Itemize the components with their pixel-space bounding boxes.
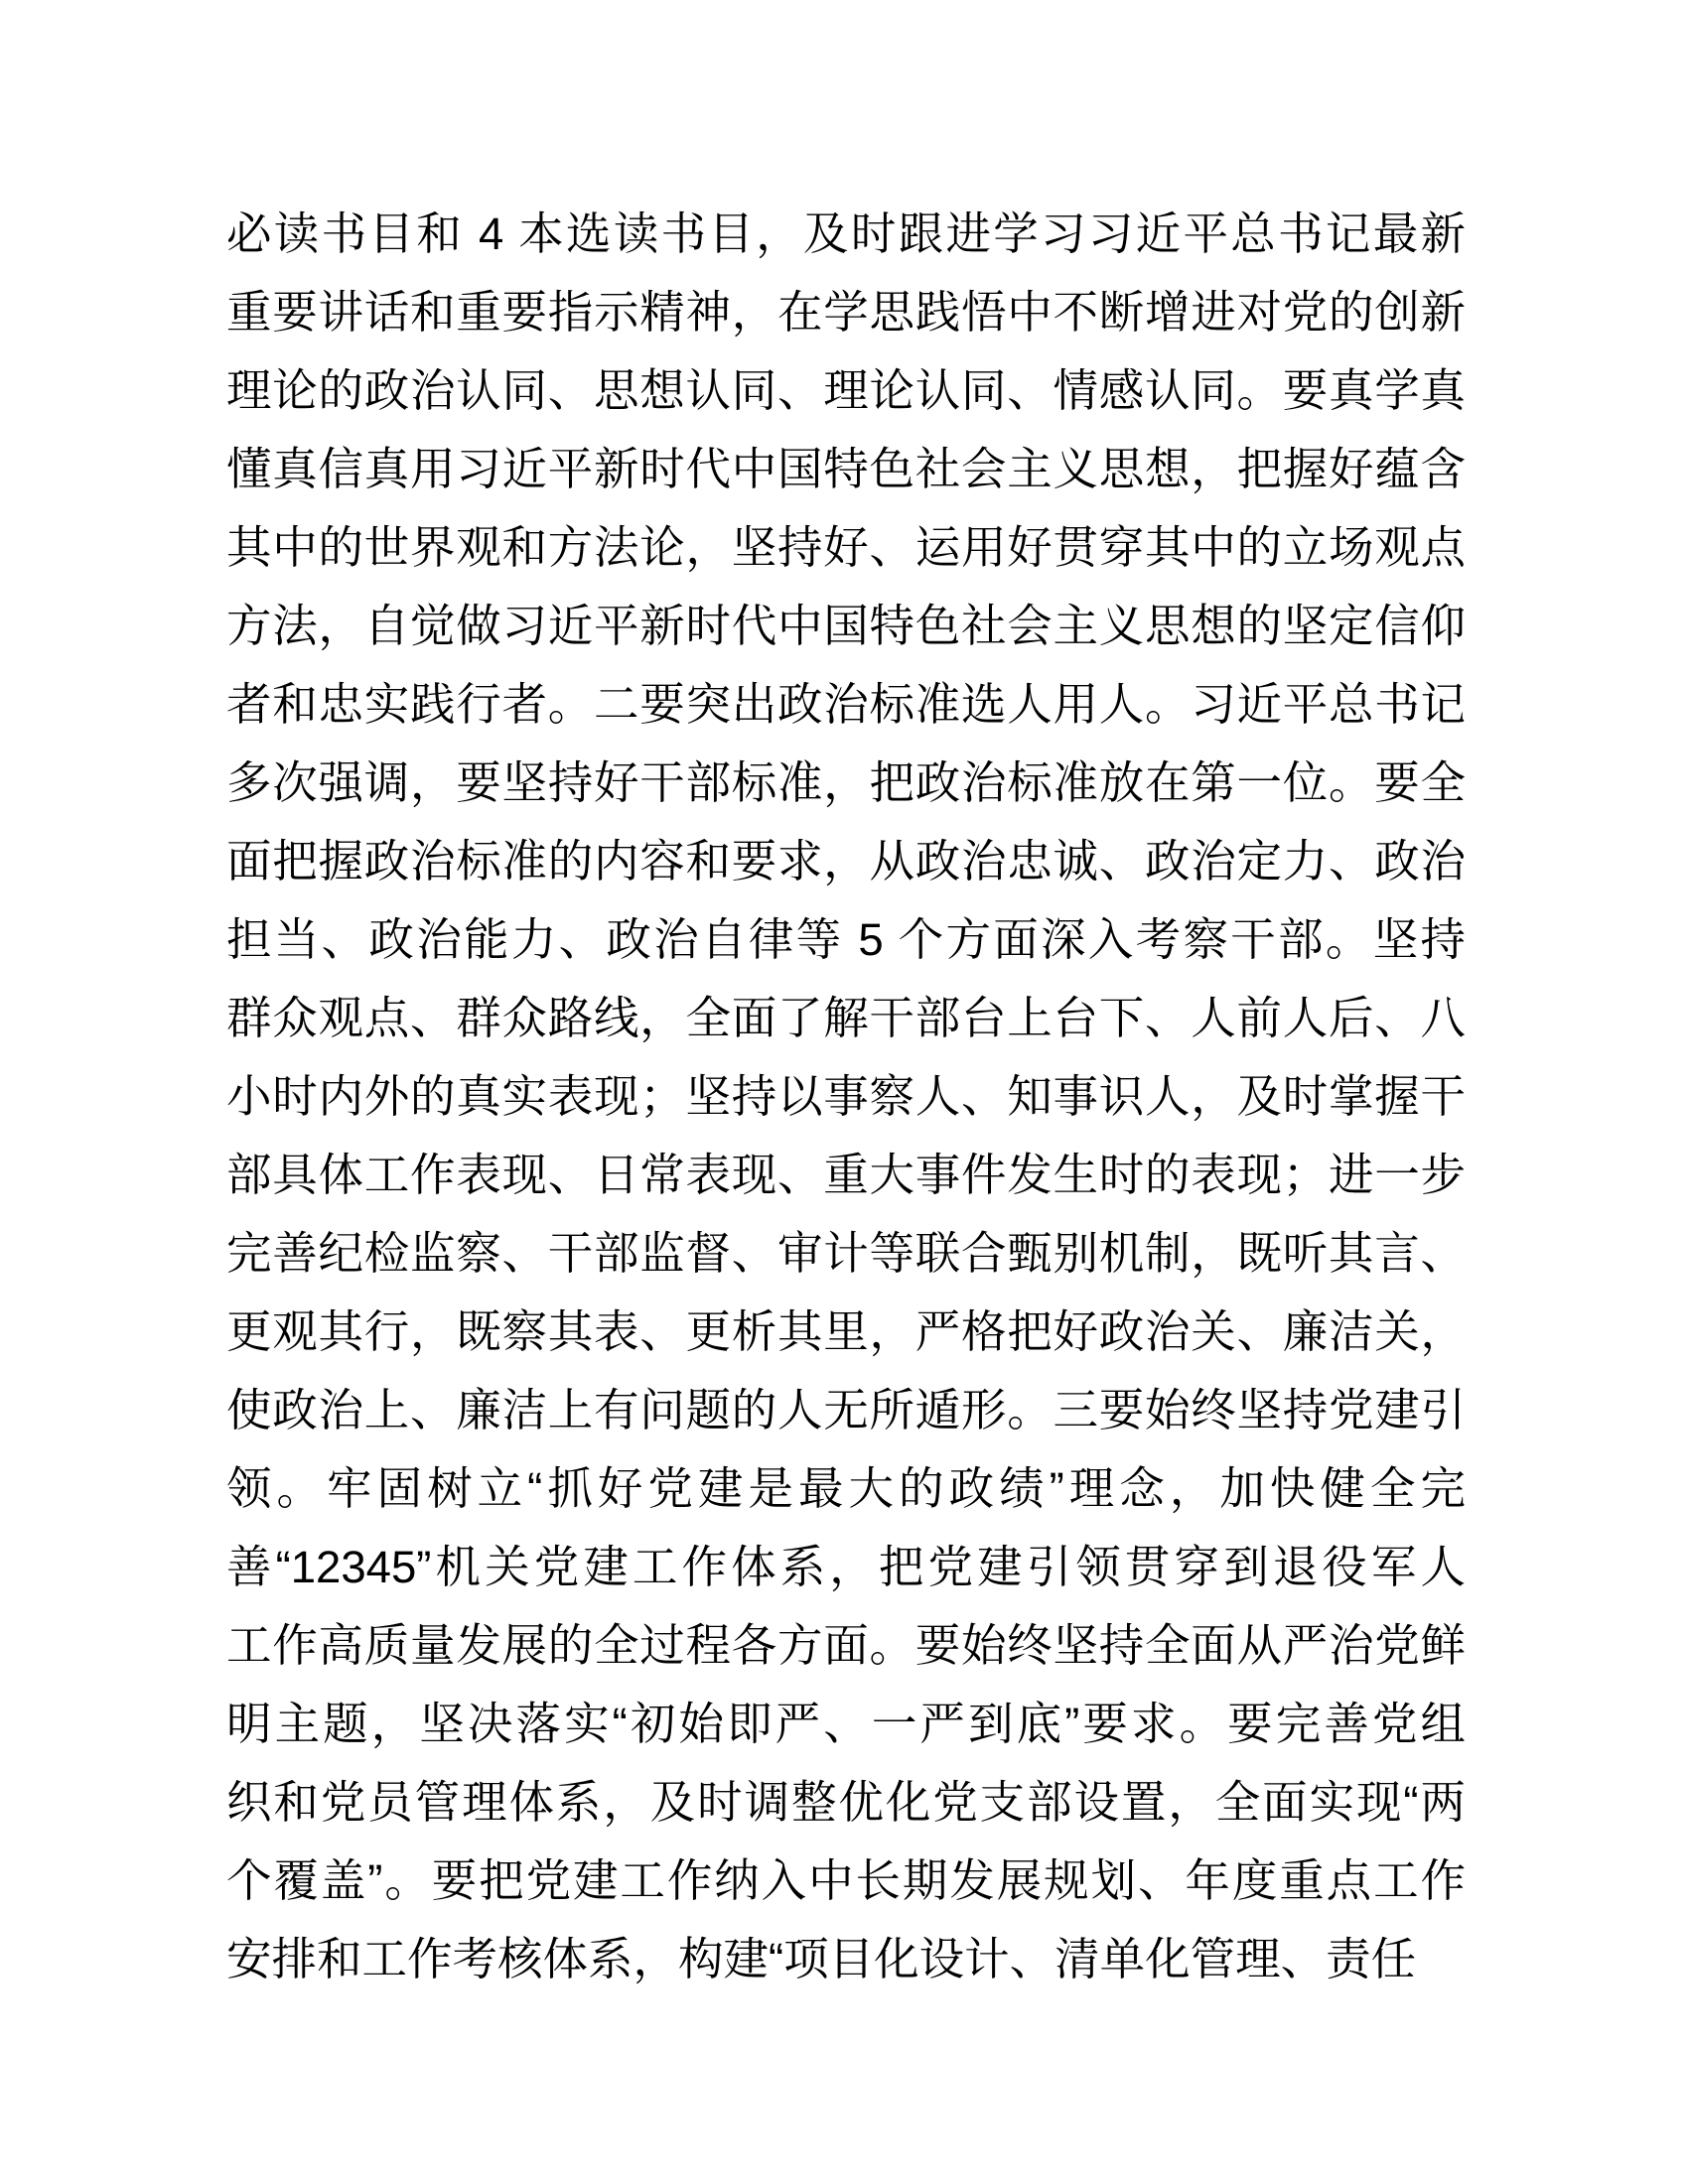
body-line: 安排和工作考核体系，构建“项目化设计、清单化管理、责任 (226, 1934, 1417, 1984)
body-line: 方法，自觉做习近平新时代中国特色社会主义思想的坚定信仰 (226, 601, 1466, 651)
body-line: 更观其行，既察其表、更析其里，严格把好政治关、廉洁关， (226, 1306, 1466, 1357)
body-line: 小时内外的真实表现；坚持以事察人、知事识人，及时掌握干 (226, 1071, 1466, 1122)
body-line: 明主题，坚决落实“初始即严、一严到底”要求。要完善党组 (226, 1699, 1466, 1749)
body-line: 多次强调，要坚持好干部标准，把政治标准放在第一位。要全 (226, 757, 1466, 808)
body-line: 织和党员管理体系，及时调整优化党支部设置，全面实现“两 (226, 1777, 1466, 1828)
body-line: 使政治上、廉洁上有问题的人无所遁形。三要始终坚持党建引 (226, 1385, 1466, 1435)
body-line: 者和忠实践行者。二要突出政治标准选人用人。习近平总书记 (226, 679, 1466, 730)
body-line: 理论的政治认同、思想认同、理论认同、情感认同。要真学真 (226, 365, 1466, 416)
body-line: 善“12345”机关党建工作体系，把党建引领贯穿到退役军人 (226, 1542, 1466, 1592)
body-line: 工作高质量发展的全过程各方面。要始终坚持全面从严治党鲜 (226, 1620, 1466, 1671)
body-line: 担当、政治能力、政治自律等 5 个方面深入考察干部。坚持 (226, 914, 1466, 965)
body-line: 完善纪检监察、干部监督、审计等联合甄别机制，既听其言、 (226, 1228, 1466, 1279)
body-line: 必读书目和 4 本选读书目，及时跟进学习习近平总书记最新 (226, 208, 1466, 259)
body-line: 重要讲话和重要指示精神，在学思践悟中不断增进对党的创新 (226, 287, 1466, 338)
body-line: 群众观点、群众路线，全面了解干部台上台下、人前人后、八 (226, 993, 1466, 1043)
body-line: 其中的世界观和方法论，坚持好、运用好贯穿其中的立场观点 (226, 522, 1466, 573)
body-line: 个覆盖”。要把党建工作纳入中长期发展规划、年度重点工作 (226, 1855, 1466, 1906)
body-line: 面把握政治标准的内容和要求，从政治忠诚、政治定力、政治 (226, 836, 1466, 887)
body-line: 部具体工作表现、日常表现、重大事件发生时的表现；进一步 (226, 1150, 1466, 1200)
body-line: 领。牢固树立“抓好党建是最大的政绩”理念，加快健全完 (226, 1463, 1466, 1514)
document-body (226, 195, 1466, 1998)
body-line: 懂真信真用习近平新时代中国特色社会主义思想，把握好蕴含 (226, 444, 1466, 494)
